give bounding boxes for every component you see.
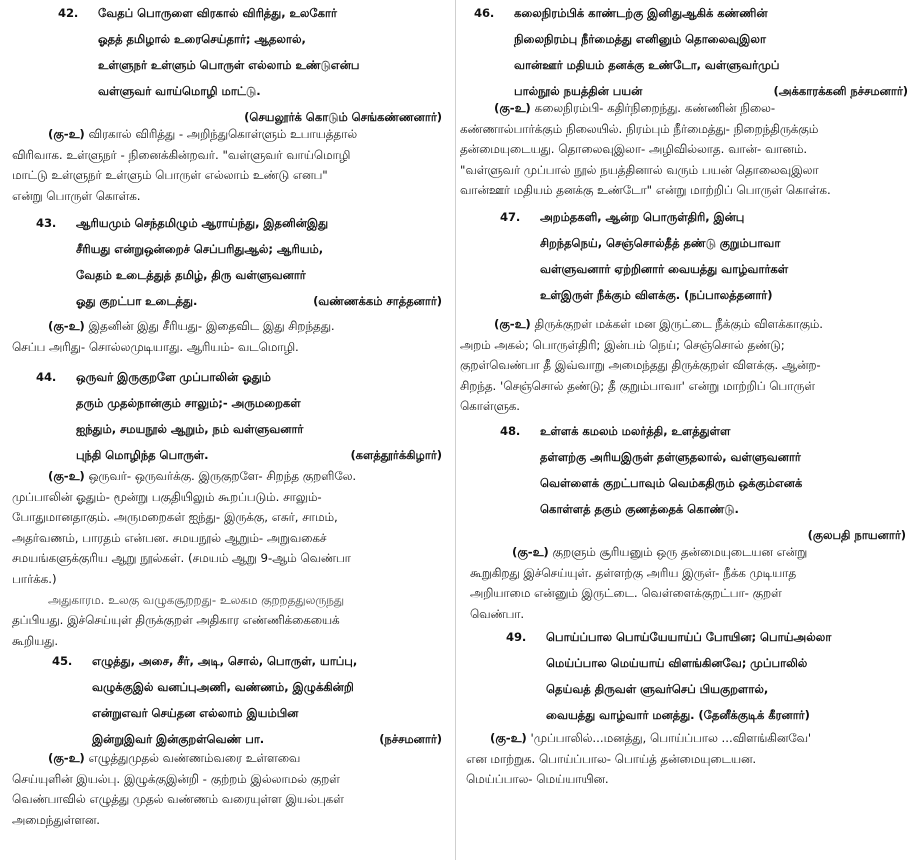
verse-number: 45.: [52, 654, 73, 668]
verse-44: [36, 364, 448, 468]
commentary-43: [12, 316, 452, 357]
verse-line: வான்ஊர் மதியம் தனக்கு உண்டோ, வள்ளுவர்முப்: [514, 58, 780, 72]
verse-line: உள்ளுநர் உள்ளும் பொருள் எல்லாம் உண்டுஎன்ப: [98, 58, 360, 72]
commentary-line: தன்மையுடையது. தொலைவுஇலா- அழிவில்லாத. வான்- வானம்.: [460, 142, 808, 157]
verse-line: பால்நூல் நயத்தின் பயன்: [514, 84, 643, 98]
verse-author: (குலபதி நாயனார்): [807, 528, 906, 542]
verse-line: வள்ளுவனார் ஏற்றினார் வையத்து வாழ்வார்கள்: [540, 262, 789, 276]
verse-line: என்றுஎவர் செய்தன எல்லாம் இயம்பின: [92, 706, 299, 720]
commentary-line: செய்யுளின் இயல்பு. இழுக்குஇன்றி - குற்றம் இல்லாமல் குறள்: [12, 771, 340, 786]
commentary-line: வான்ஊர் மதியம் தனக்கு உண்டோ" என்று மாற்றிப் பொருள் கொள்க.: [460, 183, 831, 198]
verse-line: கொள்ளத் தகும் குணத்தைக் கொண்டு.: [540, 502, 739, 516]
commentary-48: [460, 542, 914, 624]
commentary-line: என்று பொருள் கொள்க.: [12, 188, 141, 203]
commentary-tag: (கு-உ): [490, 731, 527, 745]
verse-line: ஓதத் தமிழால் உரைசெய்தார்; ஆதலால்,: [98, 32, 306, 46]
commentary-45: [12, 748, 452, 830]
commentary-line: வெண்பாவில் எழுத்து முதல் வண்ணம் வரையுள்ள இயல்புகள்: [12, 792, 344, 807]
commentary-tag: (கு-உ): [494, 317, 531, 331]
verse-line: வையத்து வாழ்வார் மனத்து.: [546, 708, 695, 722]
commentary-line: திருக்குறள் மக்கள் மன இருட்டை நீக்கும் விளக்காகும்.: [534, 317, 824, 331]
verse-line: உள்இருள் நீக்கும் விளக்கு.: [540, 288, 681, 302]
verse-line: சிறந்தநெய், செஞ்சொல்தீத் தண்டு குறும்பாவா: [540, 236, 781, 250]
verse-line: ஒருவர் இருகுறளே முப்பாலின் ஓதும்: [76, 370, 271, 384]
commentary-42: [12, 124, 452, 206]
verse-46: [474, 0, 912, 104]
commentary-line: கொள்ளுக.: [460, 399, 521, 414]
commentary-line: சமயங்களுக்குரிய ஆறு நூல்கள். (சமயம் ஆறு 9-ஆம் வெண்பா: [12, 551, 351, 566]
verse-number: 48.: [500, 424, 521, 438]
commentary-line: விரகால் விரித்து - அறிந்துகொள்ளும் உபாயத்தால்: [88, 127, 358, 141]
commentary-tag: (கு-உ): [48, 319, 85, 333]
verse-line: தெய்வத் திருவள் ளுவர்செப் பியகுறளால்,: [546, 682, 769, 696]
verse-43: [36, 210, 448, 314]
verse-author: (செயலூர்க் கொடும் செங்கண்ணனார்): [244, 110, 442, 124]
commentary-line: தப்பியது. இச்செய்யுள் திருக்குறள் அதிகார எண்ணிக்கையைக்: [12, 613, 340, 628]
column-divider: [455, 0, 456, 860]
commentary-line: அமைந்துள்ளன.: [12, 812, 101, 827]
verse-line: சீரியது என்றுஒன்றைச் செப்பரிதுஆல்; ஆரியம்,: [76, 242, 324, 256]
commentary-line: போதுமானதாகும். அருமறைகள் ஐந்து- இருக்கு, எசுர், சாமம்,: [12, 510, 338, 525]
commentary-line: ஒருவர்- ஒருவர்க்கு. இருகுறளே- சிறந்த குறளிலே.: [88, 469, 357, 483]
commentary-44: [12, 466, 452, 651]
verse-line: இன்றுஇவர் இன்குறள்வெண் பா.: [92, 732, 265, 746]
verse-line: ஐந்தும், சமயநூல் ஆறும், நம் வள்ளுவனார்: [76, 422, 304, 436]
commentary-line: இதனின் இது சீரியது- இதைவிட இது சிறந்தது.: [88, 319, 335, 333]
commentary-tag: (கு-உ): [48, 127, 85, 141]
commentary-tag: (கு-உ): [48, 469, 85, 483]
verse-line: புந்தி மொழிந்த பொருள்.: [76, 448, 209, 462]
commentary-47: [460, 314, 914, 417]
verse-line: அறம்தகளி, ஆன்ற பொருள்திரி, இன்பு: [540, 210, 745, 224]
verse-number: 43.: [36, 216, 57, 230]
commentary-line: அதுகாரம. உலகு வழுகசூறறது- உலகம குறறததுலருநது: [48, 592, 345, 607]
verse-author: (களத்தூர்க்கிழார்): [350, 448, 442, 462]
commentary-line: சிறந்த. 'செஞ்சொல் தண்டு; தீ குறும்பாவா' என்று மாற்றிப் பொருள்: [460, 378, 815, 393]
verse-line: நிலைநிரம்பு நீர்மைத்து எனினும் தொலைவுஇலா: [514, 32, 766, 46]
commentary-tag: (கு-உ): [494, 101, 531, 115]
commentary-line: பார்க்க.): [12, 571, 57, 586]
verse-line: வெள்ளைக் குறட்பாவும் வெம்கதிரும் ஒக்கும்எனக்: [540, 476, 803, 490]
commentary-line: கூறியது.: [12, 633, 59, 648]
verse-number: 49.: [506, 630, 527, 644]
commentary-line: அறம் அகல்; பொருள்திரி; இன்பம் நெய்; செஞ்சொல் தண்டு;: [460, 337, 785, 352]
verse-line: வேதம் உடைத்துத் தமிழ், திரு வள்ளுவனார்: [76, 268, 306, 282]
verse-line: வழுக்குஇல் வனப்புஅணி, வண்ணம், இழுக்கின்றி: [92, 680, 354, 694]
verse-line: கலைநிரம்பிக் காண்டற்கு இனிதுஆகிக் கண்ணின்: [514, 6, 768, 20]
commentary-line: கலைநிரம்பி- கதிர்நிறைந்து. கண்ணின் நிலை-: [534, 101, 776, 115]
verse-line: வேதப் பொருளை விரகால் விரித்து, உலகோர்: [98, 6, 337, 20]
commentary-line: அறியாமை என்னும் இருட்டை. வெள்ளைக்குறட்பா- குறள்: [470, 586, 782, 601]
commentary-line: செப்ப அரிது- சொல்லமுடியாது. ஆரியம்- வடமொழி.: [12, 339, 299, 354]
verse-line: பொய்ப்பால பொய்யேயாய்ப் போயின; பொய்அல்லா: [546, 630, 832, 644]
verse-47: [500, 204, 912, 308]
verse-line: தரும் முதல்நான்கும் சாலும்;- அருமறைகள்: [76, 396, 301, 410]
verse-number: 47.: [500, 210, 521, 224]
verse-author: (தேனீக்குடிக் கீரனார்): [698, 708, 810, 722]
commentary-line: கூறுகிறது இச்செய்யுள். தள்ளற்கு அரிய இருள்- நீக்க முடியாத: [470, 565, 797, 580]
verse-line: எழுத்து, அசை, சீர், அடி, சொல், பொருள், யாப்பு,: [92, 654, 358, 668]
verse-number: 44.: [36, 370, 57, 384]
verse-45: [52, 648, 448, 752]
verse-line: உள்ளக் கமலம் மலர்த்தி, உளத்துள்ள: [540, 424, 731, 438]
commentary-tag: (கு-உ): [48, 751, 85, 765]
commentary-line: குறளும் சூரியனும் ஒரு தன்மையுடையன என்று: [552, 545, 808, 559]
verse-48: [500, 418, 912, 548]
commentary-49: [460, 728, 914, 790]
commentary-line: என மாற்றுக. பொய்ப்பால- பொய்த் தன்மையுடையன.: [466, 751, 757, 766]
verse-line: ஆரியமும் செந்தமிழும் ஆராய்ந்து, இதனின்இது: [76, 216, 329, 230]
commentary-line: விரிவாக. உள்ளுநர் - நினைக்கின்றவர். "வள்ளுவர் வாய்மொழி: [12, 147, 351, 162]
commentary-line: அதர்வணம், பாரதம் என்பன. சமயநூல் ஆறும்- அறுவகைச்: [12, 530, 327, 545]
commentary-46: [460, 98, 914, 201]
commentary-line: மெய்ப்பால- மெய்யாயின.: [466, 772, 609, 787]
verse-line: வள்ளுவர் வாய்மொழி மாட்டு.: [98, 84, 261, 98]
commentary-line: 'முப்பாலில்...மனத்து, பொய்ப்பால ...விளங்கினவே': [530, 731, 812, 745]
verse-42: [58, 0, 448, 130]
verse-line: ஓது குறட்பா உடைத்து.: [76, 294, 198, 308]
verse-author: (அக்காரக்கனி நச்சமனார்): [773, 84, 908, 98]
commentary-tag: (கு-உ): [512, 545, 549, 559]
commentary-line: வெண்பா.: [470, 606, 525, 621]
verse-49: [506, 624, 912, 728]
commentary-line: மாட்டு உள்ளுநர் உள்ளும் பொருள் எல்லாம் உண்டு எனப": [12, 168, 328, 183]
verse-number: 46.: [474, 6, 495, 20]
commentary-line: குறள்வெண்பா தீ இவ்வாறு அமைந்தது திருக்குறள் விளக்கு. ஆன்ற-: [460, 358, 821, 373]
verse-number: 42.: [58, 6, 79, 20]
verse-author: (நச்சமனார்): [379, 732, 442, 746]
verse-line: தள்ளற்கு அரியஇருள் தள்ளுதலால், வள்ளுவனார்: [540, 450, 801, 464]
verse-author: (நப்பாலத்தனார்): [684, 288, 773, 302]
commentary-line: எழுத்துமுதல் வண்ணம்வரை உள்ளவை: [88, 751, 301, 765]
verse-author: (வண்ணக்கம் சாத்தனார்): [313, 294, 442, 308]
verse-line: மெய்ப்பால மெய்யாய் விளங்கினவே; முப்பாலில்: [546, 656, 808, 670]
commentary-line: "வள்ளுவர் முப்பால் நூல் நயத்தினால் வரும் பயன் தொலைவுஇலா: [460, 162, 819, 177]
commentary-line: முப்பாலின் ஓதும்- மூன்று பகுதியிலும் கூறப்படும். சாலும்-: [12, 489, 322, 504]
commentary-line: கண்ணால்பார்க்கும் நிலையில். நிரம்பும் நீர்மைத்து- நிறைந்திருக்கும்: [460, 121, 819, 136]
